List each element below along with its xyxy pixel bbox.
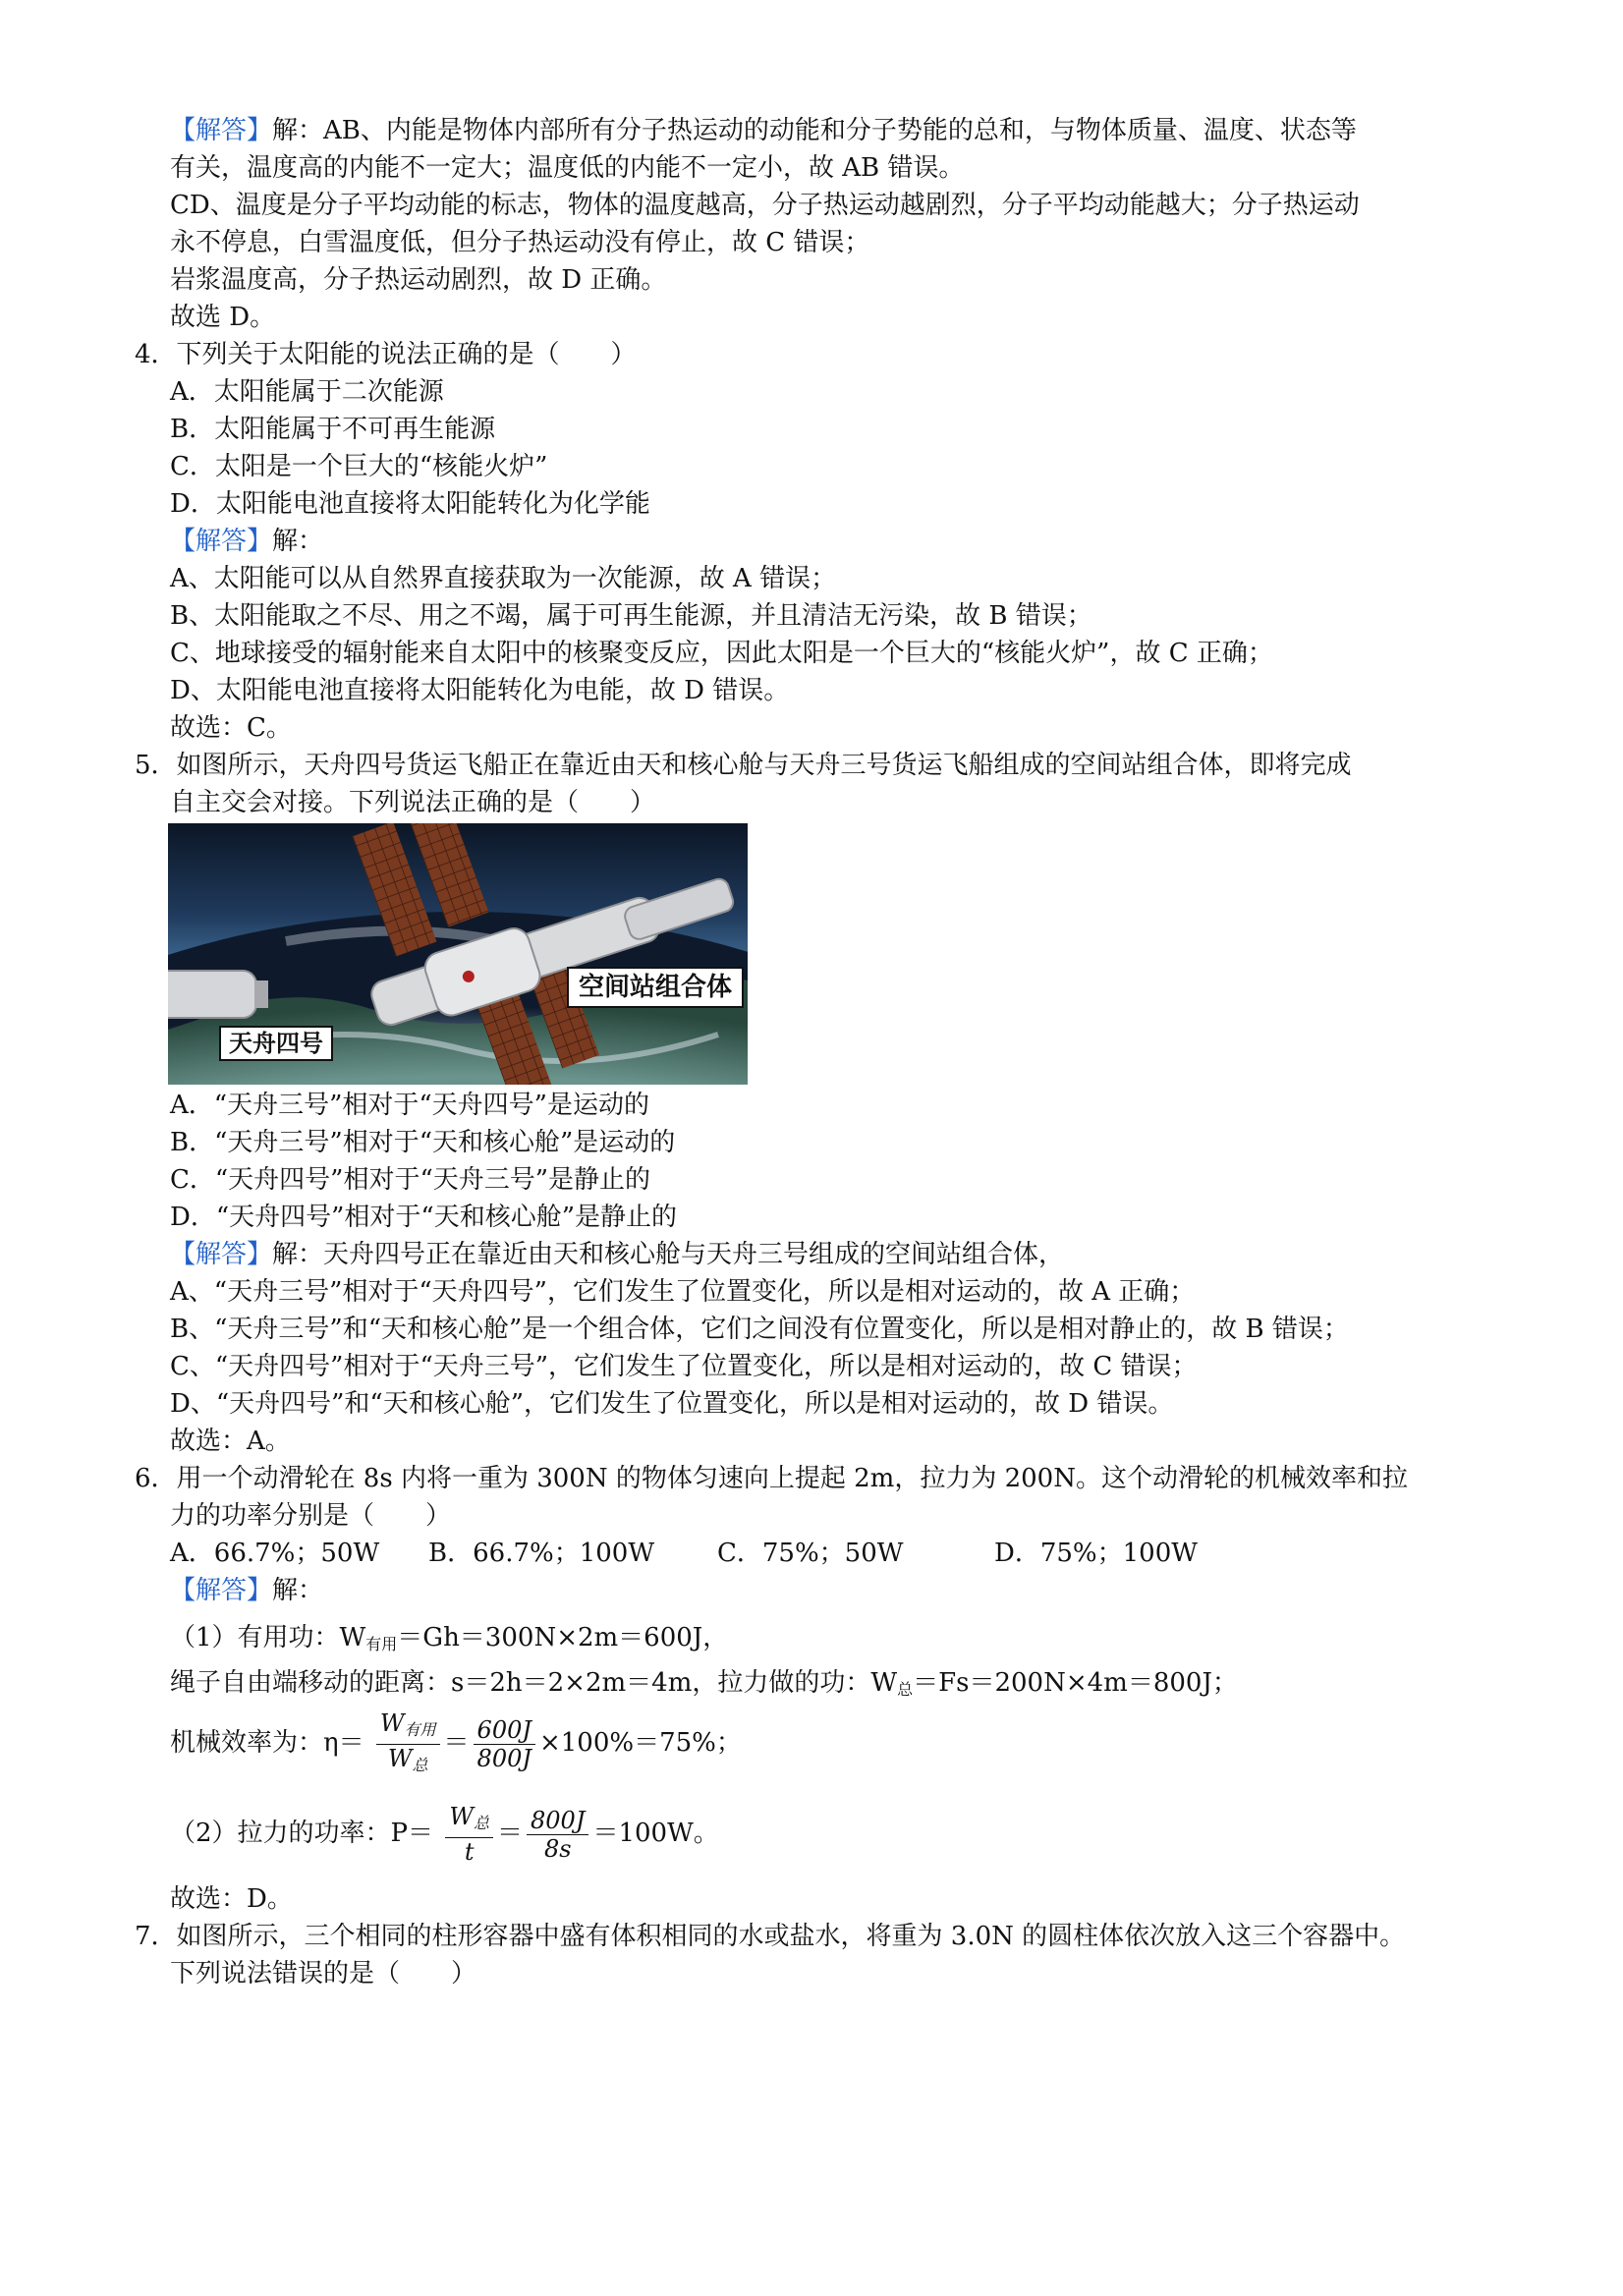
q5-question-line-2: 自主交会对接。下列说法正确的是（ ） (170, 788, 656, 817)
q5-answer-c: C、“天舟四号”相对于“天舟三号”，它们发生了位置变化，所以是相对运动的，故 C 错误； (170, 1352, 1198, 1381)
q5-answer-a: A、“天舟三号”相对于“天舟四号”，它们发生了位置变化，所以是相对运动的，故 A 正确； (170, 1277, 1196, 1307)
q3-answer-line-3: CD、温度是分子平均动能的标志，物体的温度越高，分子热运动越剧烈，分子平均动能越大；分子热运动 (170, 191, 1360, 220)
q6-efficiency-formula: 机械效率为：η＝ $\frac{W_{有用}}{W_总}$ ＝ $\frac{600J}{800J}$ ×100%＝75%； (170, 1708, 742, 1779)
q6-option-d: D．75%；100W (994, 1539, 1198, 1568)
q6-choice: 故选：D。 (170, 1884, 293, 1914)
q5-answer-head: 【解答】解：天舟四号正在靠近由天和核心舱与天舟三号组成的空间站组合体， (170, 1240, 1065, 1269)
q3-choice: 故选 D。 (170, 303, 276, 332)
q4-answer-c: C、地球接受的辐射能来自太阳中的核聚变反应，因此太阳是一个巨大的“核能火炉”，故 C 正确； (170, 639, 1273, 668)
q6-power-formula: （2）拉力的功率：P＝ $\frac{W_总}{t}$ ＝ $\frac{800J}{8s}$ ＝100W。 (170, 1803, 719, 1866)
q4-answer-d: D、太阳能电池直接将太阳能转化为电能，故 D 错误。 (170, 676, 790, 705)
q4-answer-head: 【解答】解： (170, 527, 324, 556)
q3-answer-line-1: 【解答】解：AB、内能是物体内部所有分子热运动的动能和分子势能的总和，与物体质量、温度、状态等 (170, 116, 1357, 145)
q3-answer-line-2: 有关，温度高的内能不一定大；温度低的内能不一定小，故 AB 错误。 (170, 153, 965, 183)
answer-tag: 【解答】 (170, 1576, 273, 1605)
q4-option-b: B．太阳能属于不可再生能源 (170, 415, 496, 444)
q4-option-a: A．太阳能属于二次能源 (170, 377, 444, 407)
answer-tag: 【解答】 (170, 1240, 273, 1269)
q6-option-c: C．75%；50W (717, 1539, 904, 1568)
q4-answer-b: B、太阳能取之不尽、用之不竭，属于可再生能源，并且清洁无污染，故 B 错误； (170, 601, 1092, 631)
q4-option-c: C．太阳是一个巨大的“核能火炉” (170, 452, 548, 481)
power-value-fraction: $\frac{800J}{8s}$ (527, 1807, 588, 1863)
q5-option-a: A．“天舟三号”相对于“天舟四号”是运动的 (170, 1091, 649, 1120)
q6-step-1: （1）有用功：W有用＝Gh＝300N×2m＝600J， (170, 1623, 729, 1653)
q5-answer-d: D、“天舟四号”和“天和核心舱”，它们发生了位置变化，所以是相对运动的，故 D 错误。 (170, 1389, 1174, 1419)
q6-option-b: B．66.7%；100W (428, 1539, 655, 1568)
q3-answer-line-5: 岩浆温度高，分子热运动剧烈，故 D 正确。 (170, 265, 667, 295)
q7-question-line-2: 下列说法错误的是（ ） (170, 1959, 477, 1988)
label-tianzhou-4: 天舟四号 (219, 1026, 333, 1061)
q6-question-line-2: 力的功率分别是（ ） (170, 1501, 452, 1531)
q6-answer-head: 【解答】解： (170, 1576, 324, 1605)
q6-step-2: 绳子自由端移动的距离：s＝2h＝2×2m＝4m，拉力做的功：W总＝Fs＝200N×4m＝800J； (170, 1668, 1238, 1699)
q6-options (170, 1535, 1198, 1572)
q5-question-line-1: 5．如图所示，天舟四号货运飞船正在靠近由天和核心舱与天舟三号货运飞船组成的空间站组合体，即将完成 (135, 751, 1352, 780)
efficiency-fraction: $\frac{W_{有用}}{W_总}$ (376, 1709, 440, 1779)
label-space-station-complex: 空间站组合体 (567, 967, 744, 1008)
power-fraction: $\frac{W_总}{t}$ (445, 1803, 493, 1866)
q4-question: 4．下列关于太阳能的说法正确的是（ ） (135, 340, 637, 369)
q6-option-a: A．66.7%；50W (170, 1539, 380, 1568)
q6-question-line-1: 6．用一个动滑轮在 8s 内将一重为 300N 的物体匀速向上提起 2m，拉力为 200N。这个动滑轮的机械效率和拉 (135, 1464, 1408, 1493)
efficiency-value-fraction: $\frac{600J}{800J}$ (474, 1716, 535, 1772)
space-station-figure (168, 823, 748, 1085)
q4-answer-a: A、太阳能可以从自然界直接获取为一次能源，故 A 错误； (170, 564, 837, 593)
q4-option-d: D．太阳能电池直接将太阳能转化为化学能 (170, 489, 650, 519)
q3-answer-line-4: 永不停息，白雪温度低，但分子热运动没有停止，故 C 错误； (170, 228, 870, 257)
q5-option-d: D．“天舟四号”相对于“天和核心舱”是静止的 (170, 1203, 678, 1232)
q7-question-line-1: 7．如图所示，三个相同的柱形容器中盛有体积相同的水或盐水，将重为 3.0N 的圆柱体依次放入这三个容器中。 (135, 1922, 1406, 1951)
q4-choice: 故选：C。 (170, 713, 292, 743)
answer-tag: 【解答】 (170, 116, 273, 145)
answer-tag: 【解答】 (170, 527, 273, 556)
q5-option-c: C．“天舟四号”相对于“天舟三号”是静止的 (170, 1165, 651, 1195)
q5-option-b: B．“天舟三号”相对于“天和核心舱”是运动的 (170, 1128, 676, 1157)
q5-choice: 故选：A。 (170, 1427, 291, 1456)
q5-answer-b: B、“天舟三号”和“天和核心舱”是一个组合体，它们之间没有位置变化，所以是相对静止的，故 B 错误； (170, 1315, 1349, 1344)
